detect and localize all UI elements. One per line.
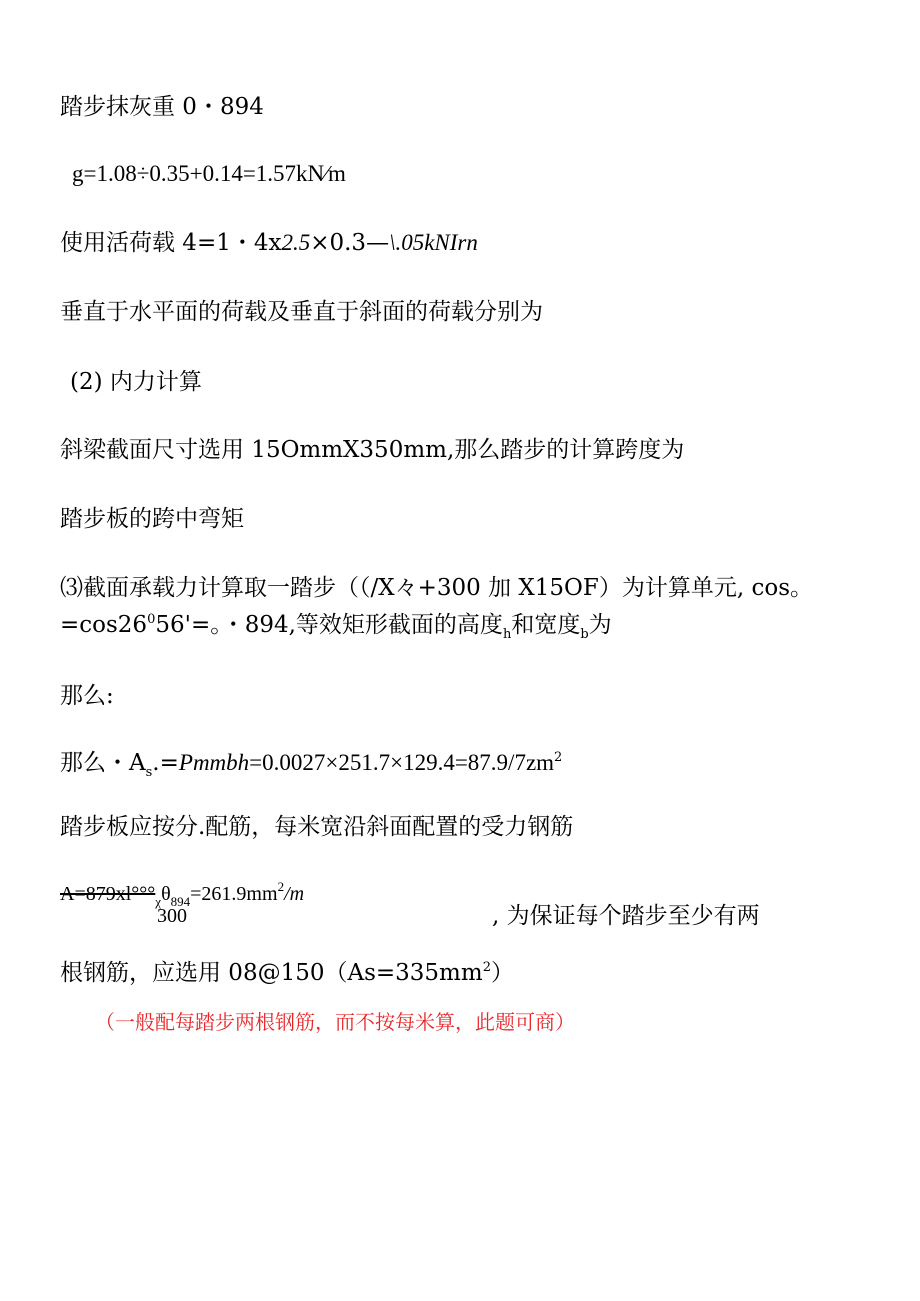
line-then: 那么: <box>60 683 114 709</box>
line-live-load: 使用活荷载 4=1・4x2.5×0.3—\.05kNIrn <box>60 230 478 256</box>
red-annotation-note: （一般配每踏步两根钢筋，而不按每米算，此题可商） <box>95 1010 575 1034</box>
line-capacity-calc: ⑶截面承载力计算取一踏步（（/X々+300 加 X15OF）为计算单元, cos。 <box>60 575 814 601</box>
line-plaster-weight: 踏步抹灰重 0・894 <box>60 94 264 120</box>
line-area-per-meter: $A=879xl^\circ^\circ^\circ_\chi\theta_{894}=261.9mm^2/m$ <box>60 879 305 909</box>
line-steel-area: 那么・$A_s.=Pmmbh=0.0027\times 251.7\times 129.4=87.9/7zm^2$ <box>60 750 563 780</box>
fraction-denominator: 300 <box>157 905 187 927</box>
line-bar-selection: 根钢筋，应选用 $08@150(As=335mm^2)$ <box>60 960 514 986</box>
line-two-bars-note: , 为保证每个踏步至少有两 <box>492 903 760 929</box>
section-heading-internal-force: (2) 内力计算 <box>70 369 202 395</box>
line-cos-equivalent-section: $=\cos 26^056'=$。・894,等效矩形截面的高度$_h$和宽度$_b$为 <box>60 612 612 642</box>
line-dead-load-formula: g=1.08÷0.35+0.14=1.57kN∕m <box>72 161 346 186</box>
line-load-components: 垂直于水平面的荷载及垂直于斜面的荷载分别为 <box>60 299 543 325</box>
line-reinforcement-desc: 踏步板应按分.配筋，每米宽沿斜面配置的受力钢筋 <box>60 814 574 840</box>
line-mid-span-moment: 踏步板的跨中弯矩 <box>60 506 244 532</box>
line-beam-section: 斜梁截面尺寸选用 15OmmX350mm,那么踏步的计算跨度为 <box>60 437 685 463</box>
